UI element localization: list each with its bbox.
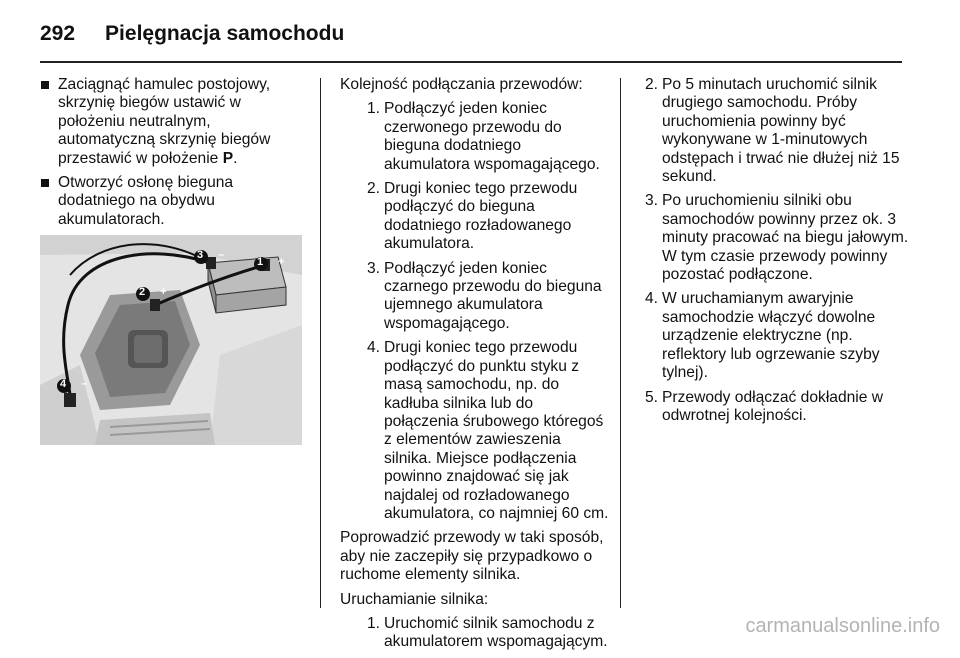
step-number: 1. [366,614,380,632]
watermark: carmanualsonline.info [745,615,940,637]
step-number: 4. [366,339,380,357]
step-text: Drugi koniec tego przewodu podłączyć do bieguna dodatniego rozładowanego akumulatora. [384,180,578,253]
page-header [40,18,344,50]
battery-jumpstart-illustration [40,235,302,445]
paragraph: Poprowadzić przewody w taki sposób, aby nie zaczepiły się przypadkowo o ruchome elementy silnika. [340,529,604,584]
step-text: Przewody odłączać dokładnie w odwrotnej kolejności. [662,388,884,424]
column-2 [340,76,610,658]
list-item [340,180,610,254]
step-number: 5. [644,388,658,406]
list-item [340,615,610,652]
bullet-text: Otworzyć osłonę bieguna dodatniego na obydwu akumulatorach. [58,174,234,228]
bullet-item [40,174,308,229]
bullet-end: . [233,149,238,167]
start-heading: Uruchamianie silnika: [340,590,489,608]
marker-label-2: 2 + [139,286,173,298]
step-number: 3. [366,259,380,277]
bullet-square-icon [41,179,49,187]
step-text: Podłączyć jeden koniec czarnego przewodu do bieguna ujemnego akumulatora wspomagającego. [384,259,602,332]
step-text: W uruchamianym awaryjnie samochodzie włączyć dowolne urządzenie elektryczne (np. reflektory lub ogrzewanie szyby tylnej). [662,290,880,382]
list-item [640,290,910,382]
step-text: Po 5 minutach uruchomić silnik drugiego samochodu. Próby uruchomienia powinny być wykonywane w 1-minutowych odstępach i trwać nie dłużej niż 15 sekund. [662,76,900,186]
step-text: Drugi koniec tego przewodu podłączyć do punktu styku z masą samochodu, np. do kadłuba silnika lub do połączenia śrubowego któregoś z elementów zawieszenia silnika. Miejsce podłączenia powinno znajdować się jak najdalej od rozładowanego akumulatora, co najmniej 60 cm. [384,339,609,522]
step-number: 2. [644,76,658,93]
marker-label-4: 4 – [60,378,94,390]
page-number: 292 [40,22,76,45]
step-number: 2. [366,180,380,198]
section-title: Pielęgnacja samochodu [105,22,345,45]
bullet-item [40,76,308,168]
step-text: Po uruchomieniu silniki obu samochodów powinny przez ok. 3 minuty pracować na biegu jałowym. W tym czasie przewody powinny pozostać podłączone. [662,192,909,284]
column-divider [620,78,621,608]
gear-position-p: P [222,149,234,167]
step-number: 1. [366,100,380,118]
step-number: 3. [644,192,658,210]
list-item [340,100,610,174]
marker-label-1: 1 + [257,256,291,268]
bullet-text: Zaciągnąć hamulec postojowy, skrzynię biegów ustawić w położeniu neutralnym, automatyczną skrzynię biegów przestawić w położenie [58,76,271,167]
list-item [640,389,910,426]
marker-label-3: 3 – [197,249,231,261]
list-item [340,260,610,334]
column-1 [40,76,308,235]
column-3 [640,76,910,431]
list-item [340,339,610,523]
step-number: 4. [644,290,658,308]
bullet-square-icon [41,81,49,89]
column-divider [320,78,321,608]
header-rule [40,61,902,63]
step-text: Uruchomić silnik samochodu z akumulatorem wspomagającym. [384,614,608,651]
list-item [640,192,910,284]
step-text: Podłączyć jeden koniec czerwonego przewodu do bieguna dodatniego akumulatora wspomagającego. [384,100,600,173]
intro-text: Kolejność podłączania przewodów: [340,76,583,93]
list-item [640,76,910,186]
